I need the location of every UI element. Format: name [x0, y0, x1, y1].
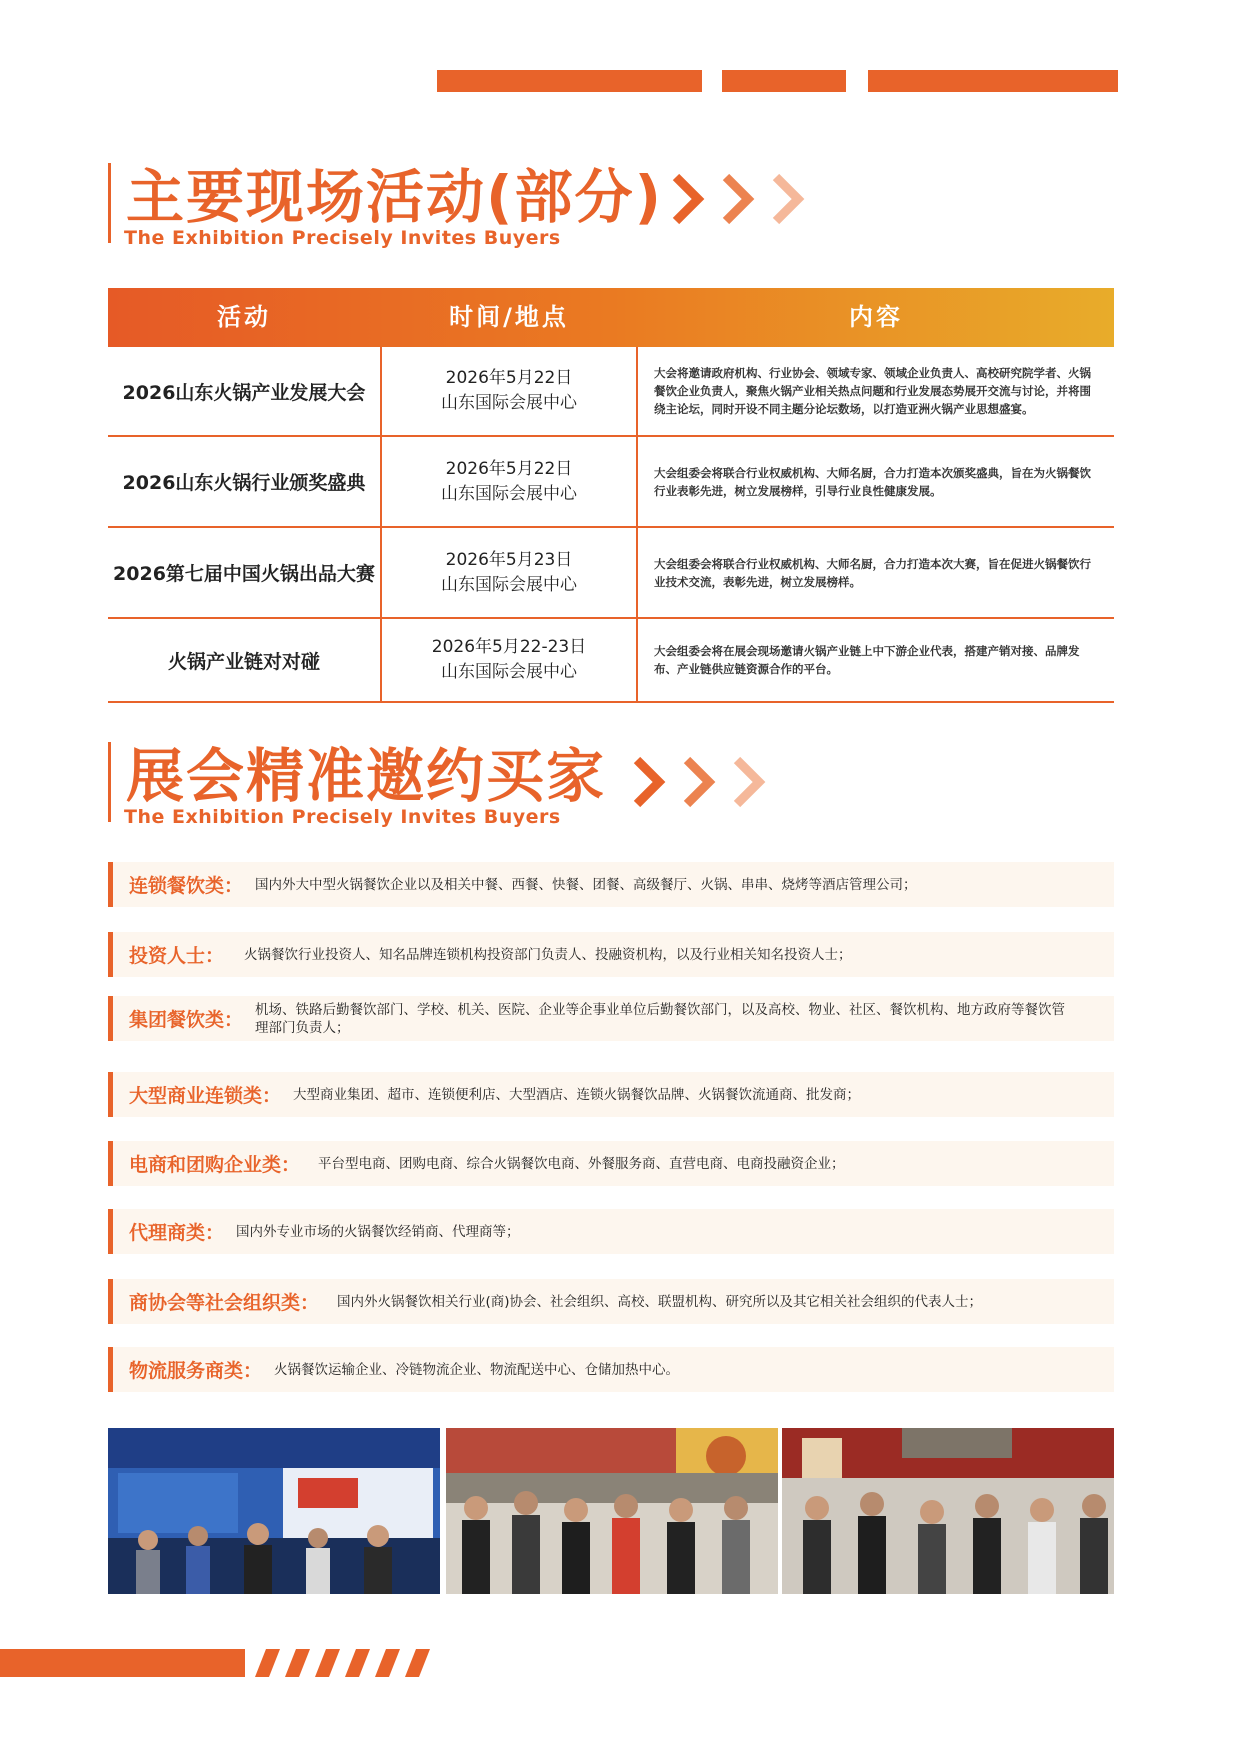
- section1-title: 主要现场活动(部分): [126, 163, 664, 231]
- row-venue: 山东国际会展中心: [441, 662, 577, 682]
- row-activity: 2026山东火锅产业发展大会: [122, 381, 366, 404]
- chevron-right-icon: [631, 756, 781, 808]
- buyer-category: [108, 1279, 1114, 1324]
- buyer-category: [108, 1209, 1114, 1254]
- buyer-category: [108, 996, 1114, 1041]
- table-header: [108, 288, 1114, 347]
- table-row: [108, 437, 1114, 528]
- buyer-category: [108, 1141, 1114, 1186]
- buyer-category: [108, 1072, 1114, 1117]
- row-activity: 2026第七届中国火锅出品大赛: [113, 563, 375, 585]
- row-date: 2026年5月22日: [445, 458, 573, 479]
- chevron-right-icon: [670, 173, 820, 225]
- buyer-description: 火锅餐饮行业投资人、知名品牌连锁机构投资部门负责人、投融资机构，以及行业相关知名投资人士；: [244, 946, 852, 963]
- top-decor-bar-1: [437, 70, 702, 92]
- buyer-label: 集团餐饮类：: [129, 1009, 244, 1031]
- row-activity: 火锅产业链对对碰: [167, 650, 320, 673]
- top-decor-bar-3: [868, 70, 1118, 92]
- buyer-category: [108, 1347, 1114, 1392]
- buyer-description: 机场、铁路后勤餐饮部门、学校、机关、医院、企业等企事业单位后勤餐饮部门，以及高校、物业、社区、餐饮机构、地方政府等餐饮管理部门负责人；: [255, 1001, 1066, 1036]
- row-activity: 2026山东火锅行业颁奖盛典: [122, 472, 366, 494]
- section1-subtitle: The Exhibition Precisely Invites Buyers: [124, 227, 561, 249]
- buyer-description: 平台型电商、团购电商、综合火锅餐饮电商、外餐服务商、直营电商、电商投融资企业；: [318, 1155, 845, 1172]
- row-content: 大会组委会将联合行业权威机构、大师名厨，合力打造本次颁奖盛典，旨在为火锅餐饮行业表彰先进，树立发展榜样，引导行业良性健康发展。: [654, 465, 1091, 498]
- buyer-description: 火锅餐饮运输企业、冷链物流企业、物流配送中心、仓储加热中心。: [274, 1361, 680, 1378]
- buyer-description: 大型商业集团、超市、连锁便利店、大型酒店、连锁火锅餐饮品牌、火锅餐饮流通商、批发商；: [293, 1086, 861, 1103]
- activities-table: [108, 288, 1114, 703]
- section2-subtitle: The Exhibition Precisely Invites Buyers: [124, 806, 561, 828]
- row-time-place: [380, 528, 638, 617]
- buyer-label: 物流服务商类：: [129, 1360, 263, 1382]
- buyer-label: 连锁餐饮类：: [129, 875, 244, 897]
- buyer-description: 国内外大中型火锅餐饮企业以及相关中餐、西餐、快餐、团餐、高级餐厅、火锅、串串、烧烤等酒店管理公司；: [255, 876, 917, 893]
- header-content: 内容: [849, 303, 903, 331]
- table-row: [108, 528, 1114, 619]
- row-content: 大会组委会将联合行业权威机构、大师名厨，合力打造本次大赛，旨在促进火锅餐饮行业技术交流，表彰先进，树立发展榜样。: [654, 556, 1091, 589]
- exhibition-photo-2: [446, 1428, 778, 1594]
- row-date: 2026年5月22日: [445, 368, 573, 388]
- buyer-label: 投资人士：: [129, 945, 225, 967]
- top-decor-bar-2: [722, 70, 846, 92]
- row-content: 大会组委会将在展会现场邀请火锅产业链上中下游企业代表，搭建产销对接、品牌发布、产业链供应链资源合作的平台。: [654, 644, 1080, 676]
- section2-title: 展会精准邀约买家: [126, 742, 607, 810]
- row-venue: 山东国际会展中心: [441, 483, 577, 504]
- table-row: [108, 619, 1114, 703]
- row-date: 2026年5月23日: [445, 549, 573, 570]
- buyer-label: 电商和团购企业类：: [129, 1154, 301, 1176]
- row-time-place: [380, 347, 638, 435]
- buyer-label: 大型商业连锁类：: [129, 1085, 282, 1107]
- header-activity: 活动: [217, 303, 271, 331]
- row-time-place: [380, 619, 638, 701]
- heading-accent-line: [108, 742, 111, 822]
- heading-accent-line: [108, 163, 111, 243]
- row-content: 大会将邀请政府机构、行业协会、领域专家、领域企业负责人、高校研究院学者、火锅餐饮企业负责人，聚焦火锅产业相关热点问题和行业发展态势展开交流与讨论，并将围绕主论坛，同时开设不同主题分论坛数场，以打造亚洲火锅产业思想盛宴。: [654, 366, 1091, 416]
- buyer-category: [108, 932, 1114, 977]
- header-time-place: 时间/地点: [449, 303, 569, 331]
- row-time-place: [380, 437, 638, 526]
- buyer-description: 国内外专业市场的火锅餐饮经销商、代理商等；: [236, 1223, 520, 1240]
- row-venue: 山东国际会展中心: [441, 393, 577, 413]
- row-date: 2026年5月22-23日: [431, 637, 587, 657]
- exhibition-photo-3: [782, 1428, 1114, 1594]
- buyer-label: 代理商类：: [129, 1222, 225, 1244]
- row-venue: 山东国际会展中心: [441, 574, 577, 595]
- buyer-category: [108, 862, 1114, 907]
- buyer-label: 商协会等社会组织类：: [129, 1292, 320, 1314]
- exhibition-photo-1: [108, 1428, 440, 1594]
- bottom-decor-stripes: [0, 1649, 450, 1677]
- table-row: [108, 347, 1114, 437]
- buyer-description: 国内外火锅餐饮相关行业(商)协会、社会组织、高校、联盟机构、研究所以及其它相关社会组织的代表人士；: [337, 1293, 983, 1310]
